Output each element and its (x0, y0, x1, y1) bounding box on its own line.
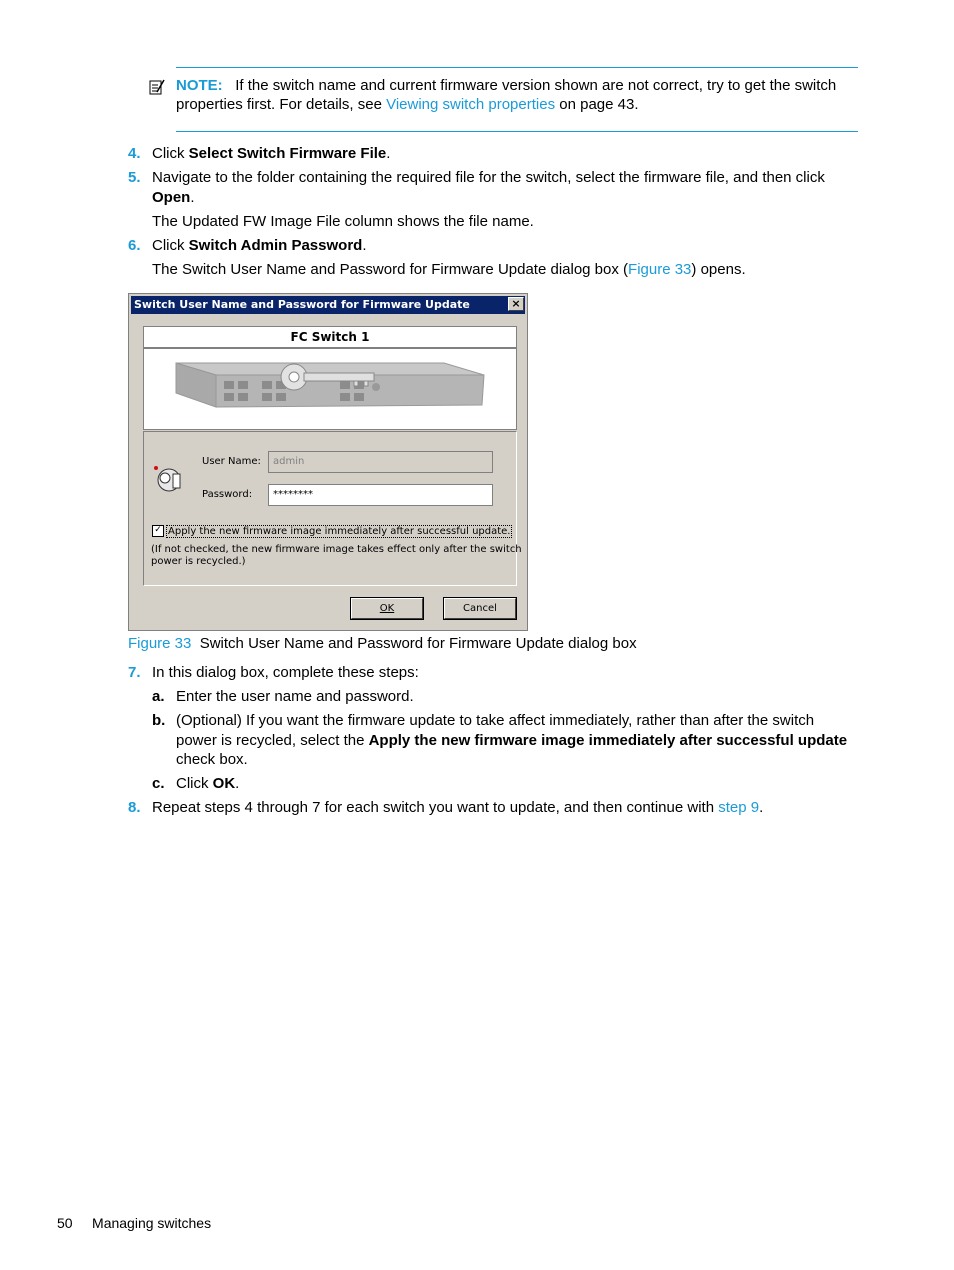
apply-immediately-checkbox[interactable]: ✓ (152, 525, 164, 537)
step-7-text: In this dialog box, complete these steps: (152, 664, 419, 681)
hint-line-1: (If not checked, the new firmware image takes effect only after the switch (151, 544, 522, 555)
step-4-pre: Click (152, 145, 189, 162)
step-5-bold: Open (152, 189, 191, 206)
cancel-button[interactable] (444, 598, 516, 619)
substep-b-line-3: check box. (176, 751, 248, 768)
figure-caption (128, 634, 637, 654)
step-9-link[interactable]: step 9 (718, 799, 760, 816)
cancel-button-label: Cancel (463, 603, 497, 614)
ok-button[interactable] (351, 598, 423, 619)
dialog-title-bar (131, 296, 525, 314)
substep-b-pre: power is recycled, select the (176, 732, 369, 749)
note-label: NOTE: (176, 77, 223, 94)
note-line-2 (176, 95, 639, 115)
user-name-field[interactable]: admin (268, 451, 493, 473)
step-6-pre: Click (152, 237, 189, 254)
substep-b-bold: Apply the new firmware image immediately after successful update (368, 732, 848, 749)
note-text-3: on page 43. (555, 96, 639, 113)
step-6-post: . (362, 237, 367, 254)
firmware-update-dialog (128, 293, 528, 631)
switch-image-panel (143, 348, 517, 430)
substep-a-text: Enter the user name and password. (176, 688, 414, 705)
step-5-post: . (190, 189, 195, 206)
dialog-title: Switch User Name and Password for Firmware Update (134, 298, 470, 311)
switch-name-header (143, 326, 517, 348)
note-bottom-rule (176, 131, 858, 132)
figure-label: Figure 33 (128, 635, 192, 652)
substep-c-number: c. (152, 775, 165, 792)
note-text-2: properties first. For details, see (176, 96, 387, 113)
step-6-number: 6. (128, 237, 141, 254)
key-lock-icon (151, 462, 185, 494)
step-6-result-post: ) opens. (691, 261, 746, 278)
step-5-number: 5. (128, 169, 141, 186)
step-5-result: The Updated FW Image File column shows the file name. (152, 213, 534, 230)
ok-button-label: OK (379, 603, 395, 614)
step-6-bold: Switch Admin Password (188, 237, 363, 254)
viewing-switch-properties-link[interactable]: Viewing switch properties (386, 96, 556, 113)
note-text-1: If the switch name and current firmware version shown are not correct, try to get the switch (235, 77, 837, 94)
note-line-1 (176, 76, 836, 96)
step-8-number: 8. (128, 799, 141, 816)
step-8-text (152, 798, 763, 818)
substep-c-bold: OK (212, 775, 236, 792)
step-8-post: . (759, 799, 764, 816)
step-5-line-2 (152, 188, 195, 208)
switch-illustration (144, 349, 516, 429)
step-6-result-pre: The Switch User Name and Password for Firmware Update dialog box ( (152, 261, 629, 278)
note-icon (148, 78, 166, 96)
step-6-text (152, 236, 367, 256)
password-label: Password: (202, 489, 253, 500)
substep-b-line-1: (Optional) If you want the firmware update to take affect immediately, rather than after the switch (176, 712, 815, 729)
substep-b-number: b. (152, 712, 166, 729)
apply-immediately-label[interactable]: Apply the new firmware image immediately after successful update. (168, 526, 511, 537)
step-5-line-1: Navigate to the folder containing the required file for the switch, select the firmware file, and then click (152, 169, 825, 186)
substep-a-number: a. (152, 688, 165, 705)
step-4-text (152, 144, 390, 164)
close-icon[interactable]: × (508, 297, 524, 311)
substep-c-pre: Click (176, 775, 213, 792)
page-footer (57, 1213, 211, 1233)
hint-line-2: power is recycled.) (151, 556, 246, 567)
substep-c-text (176, 774, 239, 794)
figure-caption-text: Switch User Name and Password for Firmware Update dialog box (199, 635, 637, 652)
step-8-pre: Repeat steps 4 through 7 for each switch you want to update, and then continue with (152, 799, 719, 816)
substep-c-post: . (235, 775, 240, 792)
note-top-rule (176, 67, 858, 68)
step-4-number: 4. (128, 145, 141, 162)
substep-b-line-2 (176, 731, 847, 751)
section-name: Managing switches (92, 1215, 212, 1231)
switch-name: FC Switch 1 (290, 330, 370, 344)
user-name-label: User Name: (202, 456, 261, 467)
password-field[interactable]: ******** (268, 484, 493, 506)
step-7-number: 7. (128, 664, 141, 681)
step-4-bold: Select Switch Firmware File (188, 145, 387, 162)
page-number: 50 (57, 1215, 73, 1231)
step-6-result (152, 260, 746, 280)
step-4-post: . (386, 145, 391, 162)
figure-33-link[interactable]: Figure 33 (628, 261, 692, 278)
